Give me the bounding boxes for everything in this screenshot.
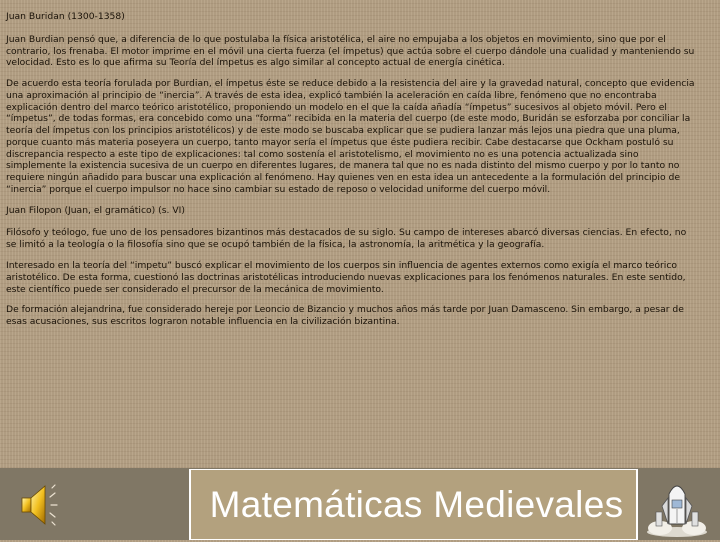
rocket-icon bbox=[640, 476, 714, 538]
speaker-icon[interactable] bbox=[18, 480, 74, 530]
slide-title: Matemáticas Medievales bbox=[209, 483, 624, 525]
paragraph-filopon-impetus: Interesado en la teoría del “impetu” buscó explicar el movimiento de los cuerpos sin influencia de agentes externos como exigía el marco teórico aristotélico. De esta forma, cuestionó las doctrinas aristotélicas introduciendo nuevas explicaciones para los fenómenos naturales. En este sentido, este científico puede ser considerado el precursor de la mecánica de movimiento. bbox=[6, 260, 686, 295]
heading-juan-filopon: Juan Filopon (Juan, el gramático) (s. VI) bbox=[6, 204, 185, 216]
title-banner bbox=[189, 469, 638, 540]
document-body bbox=[6, 11, 696, 337]
paragraph-filopon-intro: Filósofo y teólogo, fue uno de los pensadores bizantinos más destacados de su siglo. Su campo de intereses abarcó diversas ciencias. En efecto, no se limitó a la teología o la filosofía sino que se ocupó también de la física, la astronomía, la aritmética y la geografía. bbox=[6, 227, 687, 251]
paragraph-buridan-intro: Juan Burdian pensó que, a diferencia de lo que postulaba la física aristotélica, el aire no empujaba a los objetos en movimiento, sino que por el contrario, los frenaba. El motor imprime en el móvil una cierta fuerza (el ímpetus) que actúa sobre el cuerpo dándole una cualidad y manteniendo su velocidad. Esto es lo que afirma su Teoría del ímpetus es algo similar al concepto actual de energía cinética. bbox=[6, 33, 695, 69]
paragraph-filopon-legacy: De formación alejandrina, fue considerado hereje por Leoncio de Bizancio y muchos años más tarde por Juan Damasceno. Sin embargo, a pesar de esas acusaciones, sus escritos lograron notable influencia en la civilización bizantina. bbox=[6, 304, 684, 328]
paragraph-buridan-theory: De acuerdo esta teoría forulada por Burdian, el ímpetus éste se reduce debido a la resistencia del aire y la gravedad natural, concepto que evidencia una aproximación al principio de “inercia”. A través de esta idea, explicó también la aceleración en caída libre, fenómeno que no encontraba explicación dentro del marco teórico aristotélico, proponiendo un modelo en el que la caída añadía “ímpetus” sucesivos al objeto móvil. Pero el “ímpetus”, de todas formas, era concebido como una “forma” recibida en la materia del cuerpo (de este modo, Buridán se esforzaba por conciliar la teoría del ímpetus con los principios aristotélicos) y de este modo se buscaba explicar que se pudiera lanzar más lejos una piedra que una pluma, porque cuanto más materia poseyera un cuerpo, tanto mayor sería el ímpetus que éste pudiera recibir. Cabe destacarse que Ockham postuló su discrepancia respecto a este tipo de explicaciones: tal como sostenía el aristotelismo, el movimiento no es una potencia actualizada sino simplemente la existencia sucesiva de un cuerpo en diferentes lugares, de manera tal que no es nada distinto del mismo cuerpo y por lo tanto no requiere ningún añadido para buscar una explicación al fenómeno. Hay quienes ven en esta idea un antecedente a la formulación del principio de “inercia” porque el cuerpo impulsor no hace sino cambiar su estado de reposo o velocidad uniforme del cuerpo móvil. bbox=[6, 78, 695, 195]
heading-juan-buridan: Juan Buridan (1300-1358) bbox=[6, 11, 125, 22]
